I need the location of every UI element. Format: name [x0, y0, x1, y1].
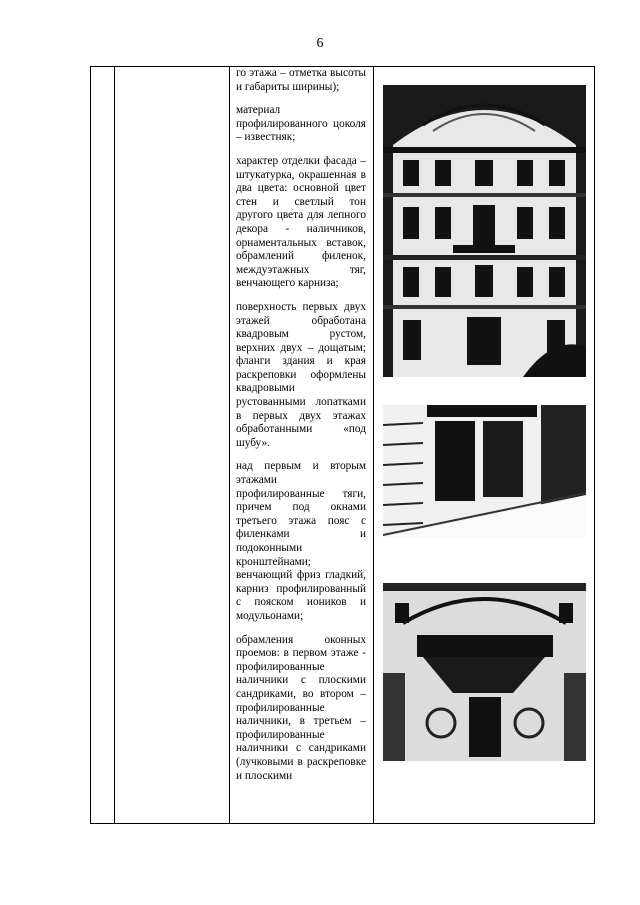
balcony-photo: [383, 583, 586, 761]
description-column: [236, 67, 366, 793]
paragraph: материал профилированного цоколя – известняк;: [236, 104, 366, 144]
paragraph: поверхность первых двух этажей обработана квадровым рустом, верхних двух – дощатым; фланги здания и края раскреповки оформлены квадровыми рустованными лопатками в первых двух этажах обработанными «под шубу».: [236, 300, 366, 449]
facade-photo: [383, 85, 586, 377]
paragraph: над первым и вторым этажами профилированные тяги, причем под окнами третьего этажа пояс с филенками и подоконными кронштейнами; венчающий фриз гладкий, карниз профилированный с пояском иоников и модульонами;: [236, 460, 366, 622]
paragraph: го этажа – отметка высоты и габариты ширины);: [236, 67, 366, 93]
paragraph: характер отделки фасада – штукатурка, окрашенная в два цвета: основной цвет стен и светлый тон другого цвета для лепного декора - наличников, орнаментальных вставок, обрамлений филенок, междуэтажных тяг, венчающего карниза;: [236, 154, 366, 290]
paragraph: обрамления оконных проемов: в первом этаже - профилированные наличники с плоскими сандриками, во втором – профилированные наличники, в третьем – профилированные наличники с сандриками (лучковыми в раскреповке и плоскими: [236, 633, 366, 782]
document-table: [90, 66, 595, 824]
ground-floor-photo: [383, 405, 586, 537]
column-divider-3: [373, 67, 374, 823]
column-divider-1: [114, 67, 115, 823]
column-divider-2: [229, 67, 230, 823]
page-number: 6: [316, 36, 324, 51]
